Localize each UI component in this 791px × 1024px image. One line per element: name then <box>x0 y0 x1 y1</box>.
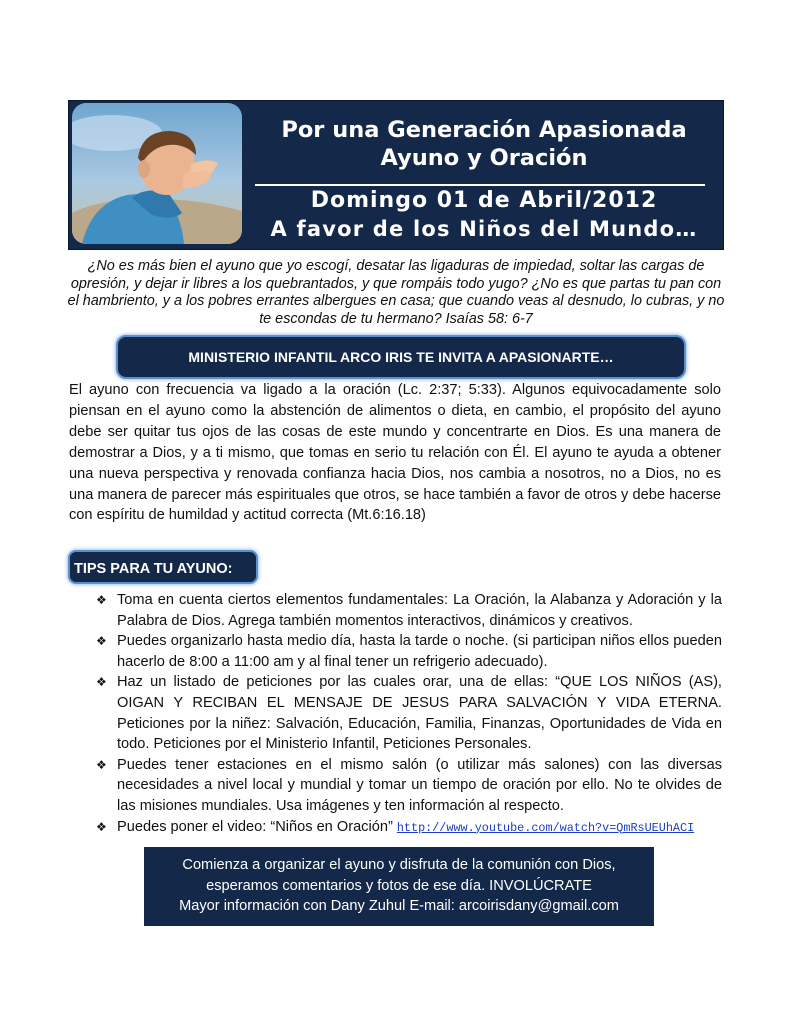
banner-title-line2: Ayuno y Oración <box>380 145 588 171</box>
list-item <box>96 755 722 817</box>
tips-list <box>96 590 722 838</box>
header-banner <box>68 100 724 250</box>
tip-text: Toma en cuenta ciertos elementos fundamentales: La Oración, la Alabanza y Adoración y la Palabra de Dios. Agrega también momentos interactivos, dinámicos y creativos. <box>117 592 722 629</box>
banner-divider <box>255 184 705 186</box>
list-item <box>96 672 722 754</box>
list-item <box>96 631 722 672</box>
invitation-heading: MINISTERIO INFANTIL ARCO IRIS TE INVITA A APASIONARTE… <box>116 335 686 379</box>
banner-date: Domingo 01 de Abril/2012 <box>310 188 658 213</box>
praying-child-photo <box>72 103 242 244</box>
list-item <box>96 590 722 631</box>
diamond-bullet-icon: ❖ <box>96 634 107 649</box>
tip-text: Puedes poner el video: “Niños en Oración” <box>117 818 393 835</box>
tip-text: Haz un listado de peticiones por las cuales orar, una de ellas: “QUE LOS NIÑOS (AS), OIGAN Y RECIBAN EL MENSAJE DE JESUS PARA SALVACIÓN Y VIDA ETERNA. Peticiones por la niñez: Salvación, Educación, Familia, Finanzas, Oportunidades de Vida en todo. Peticiones por el Ministerio Infantil, Peticiones Personales. <box>117 674 722 753</box>
diamond-bullet-icon: ❖ <box>96 593 107 607</box>
tip-text: Puedes tener estaciones en el mismo salón (o utilizar más salones) con las diversas necesidades a nivel local y mundial y tomar un tiempo de oración por ello. No te olvides de las misiones mundiales. Usa imágenes y ten información al respecto. <box>117 756 722 814</box>
banner-subtitle: A favor de los Niños del Mundo… <box>270 217 698 241</box>
diamond-bullet-icon: ❖ <box>96 819 107 834</box>
bible-verse: ¿No es más bien el ayuno que yo escogí, desatar las ligaduras de impiedad, soltar las cargas de opresión, y dejar ir libres a los quebrantados, y que rompáis todo yugo? ¿No es que partas tu pan con el hambriento, y a los pobres errantes albergues en casa; que cuando veas al desnudo, lo cubras, y no te escondas de tu hermano? Isaías 58: 6-7 <box>67 258 725 327</box>
intro-paragraph: El ayuno con frecuencia va ligado a la oración (Lc. 2:37; 5:33). Algunos equivocadamente solo piensan en el ayuno como la abstención de alimentos o dieta, en cambio, el propósito del ayuno debe ser quitar tus ojos de las cosas de este mundo y concentrarte en Dios. Es una manera de demostrar a Dios, y a ti mismo, que tomas en serio tu relación con Él. El ayuno te ayuda a obtener una nueva perspectiva y renovada confianza hacia Dios, nos cambia a nosotros, no a Dios, no es una manera de parecer más espirituales que otros, se hace también a favor de otros y debe hacerse con espíritu de humildad y actitud correcta (Mt.6:16.18) <box>69 382 721 524</box>
diamond-bullet-icon: ❖ <box>96 675 107 690</box>
tips-heading: TIPS PARA TU AYUNO: <box>68 550 258 584</box>
diamond-bullet-icon: ❖ <box>96 757 107 772</box>
banner-title-line1: Por una Generación Apasionada <box>281 117 687 143</box>
footer-contact-line: Mayor información con Dany Zuhul E-mail: arcoirisdany@gmail.com <box>179 898 619 915</box>
footer-line-2: esperamos comentarios y fotos de ese día. INVOLÚCRATE <box>206 877 592 894</box>
tip-text: Puedes organizarlo hasta medio día, hasta la tarde o noche. (si participan niños ellos pueden hacerlo de 8:00 a 11:00 am y al final tener un refrigerio adecuado). <box>117 633 722 670</box>
contact-footer <box>144 847 654 926</box>
footer-line-1: Comienza a organizar el ayuno y disfruta de la comunión con Dios, <box>182 857 616 873</box>
video-link[interactable]: http://www.youtube.com/watch?v=QmRsUEUhACI <box>396 820 695 835</box>
list-item <box>96 817 722 839</box>
praying-child-illustration <box>72 103 242 244</box>
